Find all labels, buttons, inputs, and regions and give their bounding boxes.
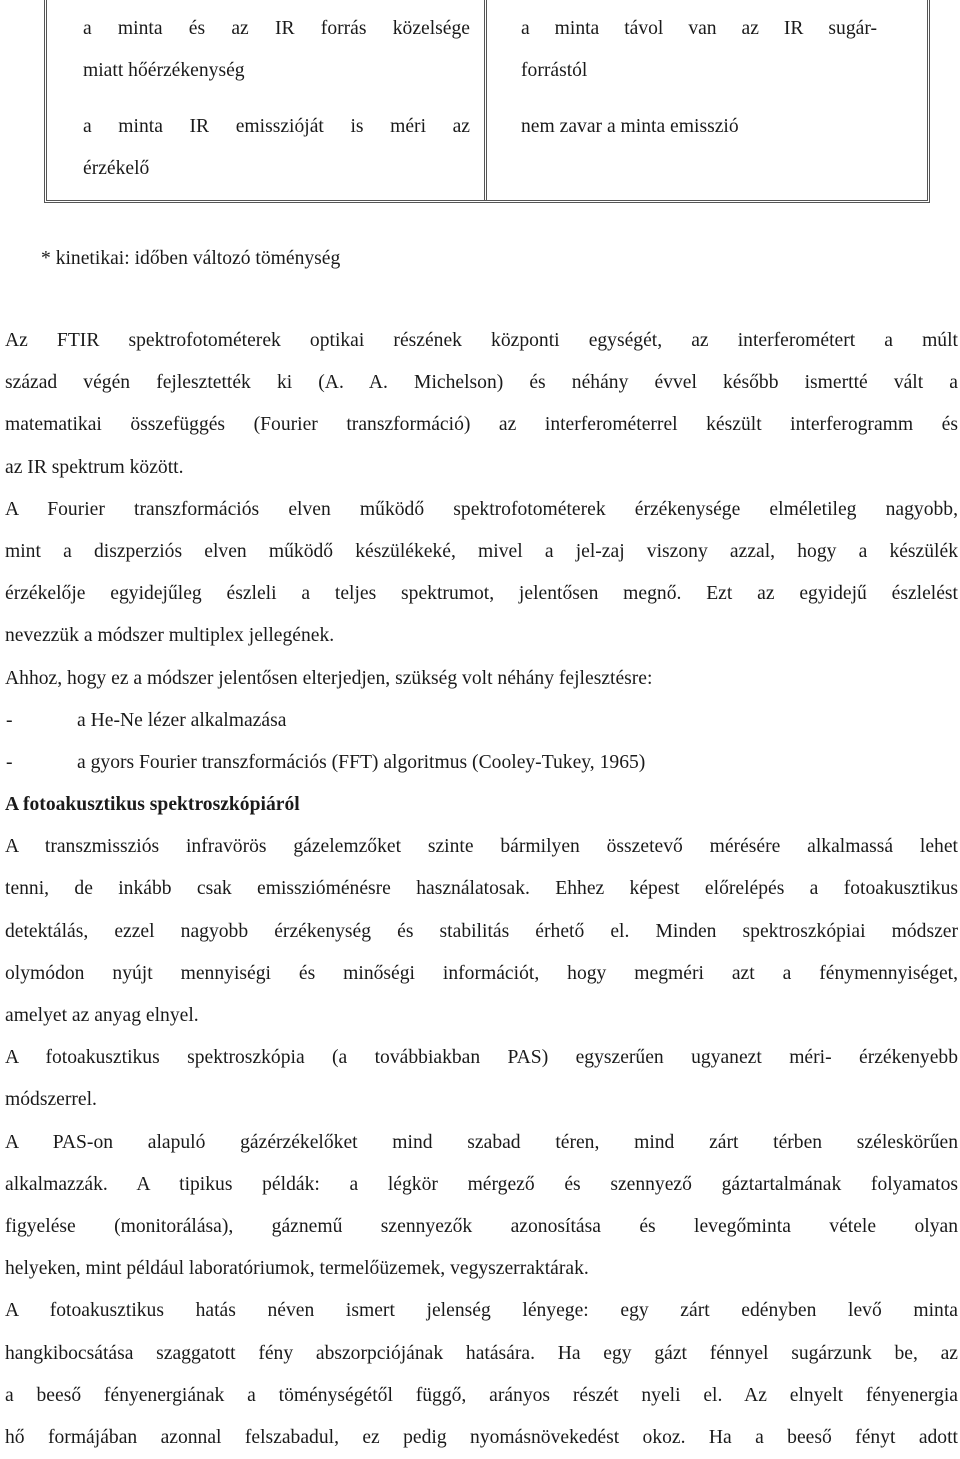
paragraph-line: tenni, de inkább csak emisszióménésre használatosak. Ehhez képest előrelépés a fotoakusztikus <box>5 878 958 900</box>
table-cell-left <box>47 0 487 200</box>
paragraph-line: olymódon nyújt mennyiségi és minőségi információt, hogy megméri azt a fénymennyiséget, <box>5 962 958 984</box>
paragraph-line: matematikai összefüggés (Fourier transzformáció) az interferométerrel készült interferogramm és <box>5 414 958 436</box>
table-cell-right <box>487 0 927 200</box>
table-row <box>47 0 927 200</box>
cell-text: miatt hőérzékenység <box>83 60 245 81</box>
paragraph-line: helyeken, mint például laboratóriumok, termelőüzemek, vegyszerraktárak. <box>5 1258 589 1280</box>
list-item <box>5 700 958 742</box>
paragraph-line: az IR spektrum között. <box>5 456 184 478</box>
cell-text: a minta és az IR forrás közelsége <box>83 18 470 39</box>
paragraph-line: A fotoakusztikus spektroszkópia (a továbbiakban PAS) egyszerűen ugyanezt méri- érzékenyebb <box>5 1047 958 1069</box>
list-item-text: a gyors Fourier transzformációs (FFT) algoritmus (Cooley-Tukey, 1965) <box>77 751 646 773</box>
cell-text: érzékelő <box>83 158 150 179</box>
paragraph-line: alkalmazzák. A tipikus példák: a légkör mérgező és szennyező gáztartalmának folyamatos <box>5 1173 958 1195</box>
cell-text: nem zavar a minta emisszió <box>521 116 739 137</box>
paragraph-line: a beeső fényenergiának a töménységétől függő, arányos részét nyeli el. Az elnyelt fényenergia <box>5 1384 958 1406</box>
cell-text: a minta távol van az IR sugár- <box>521 18 877 39</box>
cell-text: forrástól <box>521 60 588 81</box>
paragraph-line: A transzmissziós infravörös gázelemzőket szinte bármilyen összetevő mérésére alkalmassá lehet <box>5 836 958 858</box>
list-bullet: - <box>6 709 13 731</box>
paragraph-line: Ahhoz, hogy ez a módszer jelentősen elterjedjen, szükség volt néhány fejlesztésre: <box>5 667 653 689</box>
paragraph-line: érzékelője egyidejűleg észleli a teljes spektrumot, jelentősen megnő. Ezt az egyidejű észlelést <box>5 583 958 605</box>
paragraph-line: A PAS-on alapuló gázérzékelőket mind szabad téren, mind zárt térben széleskörűen <box>5 1131 958 1153</box>
comparison-table <box>44 0 930 203</box>
section-heading: A fotoakusztikus spektroszkópiáról <box>5 794 300 816</box>
paragraph-line: nevezzük a módszer multiplex jellegének. <box>5 625 335 647</box>
body-text <box>5 320 958 1459</box>
footnote-kinetic: * kinetikai: időben változó töménység <box>41 248 341 269</box>
paragraph-line: figyelése (monitorálása), gáznemű szennyezők azonosítása és levegőminta vétele olyan <box>5 1215 958 1237</box>
paragraph-line: A fotoakusztikus hatás néven ismert jelenség lényege: egy zárt edényben levő minta <box>5 1300 958 1322</box>
paragraph-line: A Fourier transzformációs elven működő spektrofotométerek érzékenysége elméletileg nagyobb, <box>5 498 958 520</box>
paragraph-line: hangkibocsátása szaggatott fény abszorpciójának hatására. Ha egy gázt fénnyel sugárzunk be, az <box>5 1342 958 1364</box>
paragraph-line: hő formájában azonnal felszabadul, ez pedig nyomásnövekedést okoz. Ha a beeső fényt adott <box>5 1426 958 1448</box>
paragraph-line: mint a diszperziós elven működő készülékeké, mivel a jel-zaj viszony azzal, hogy a készülék <box>5 540 958 562</box>
paragraph-line: módszerrel. <box>5 1089 97 1111</box>
paragraph-line: század végén fejlesztették ki (A. A. Michelson) és néhány évvel később ismertté vált a <box>5 372 958 394</box>
list-bullet: - <box>6 751 13 773</box>
list-item-text: a He-Ne lézer alkalmazása <box>77 709 287 731</box>
list-item <box>5 742 958 784</box>
paragraph-line: detektálás, ezzel nagyobb érzékenység és stabilitás érhető el. Minden spektroszkópiai módszer <box>5 920 958 942</box>
paragraph-line: amelyet az anyag elnyel. <box>5 1005 199 1026</box>
paragraph-line: Az FTIR spektrofotométerek optikai részének központi egységét, az interferométert a múlt <box>5 330 958 351</box>
cell-text: a minta IR emisszióját is méri az <box>83 116 470 137</box>
